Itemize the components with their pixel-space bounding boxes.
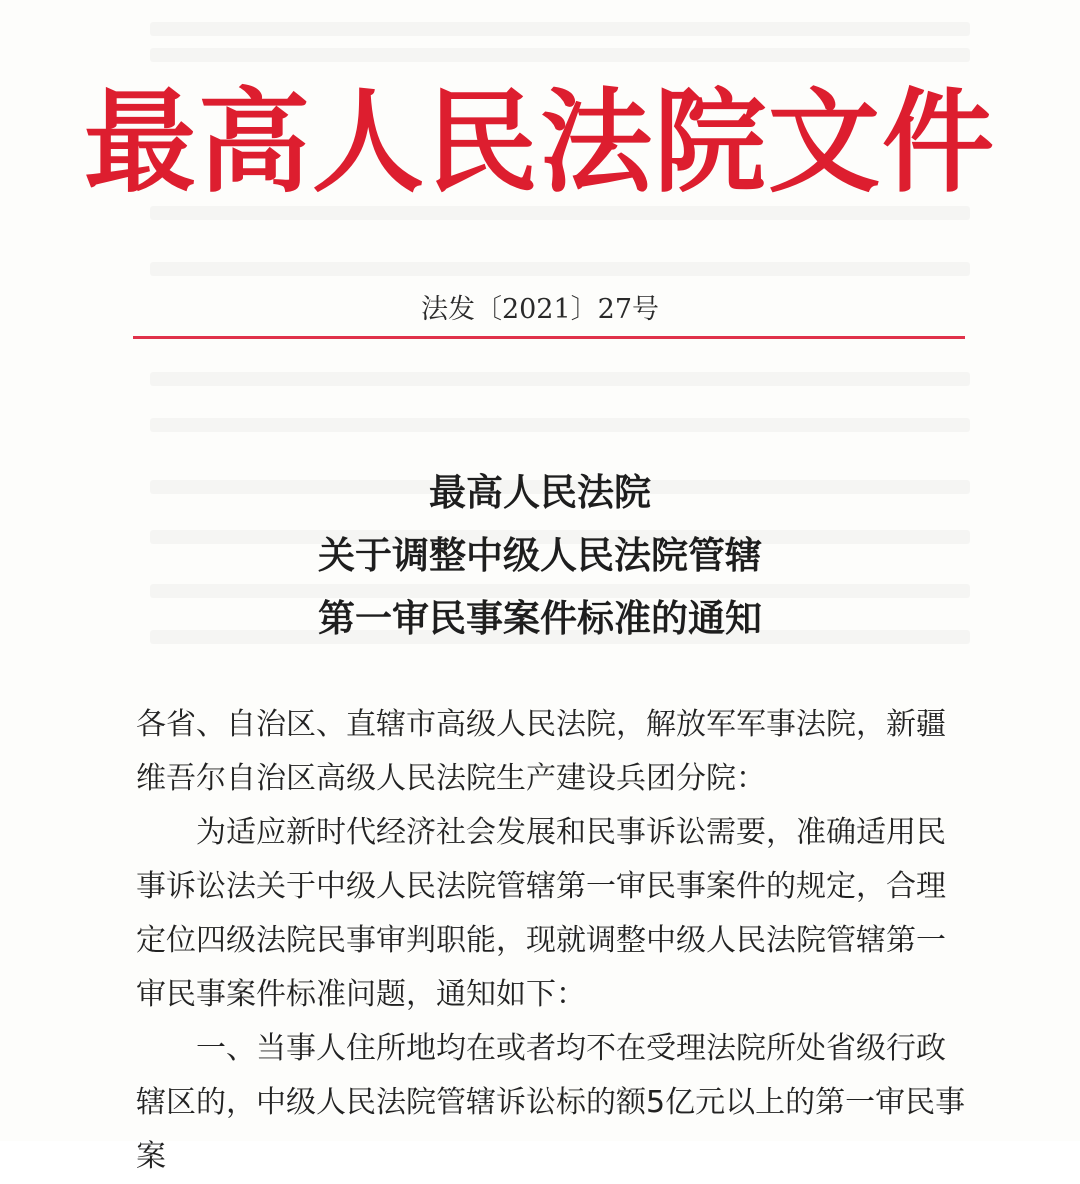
show-through-line bbox=[150, 262, 970, 276]
addressee-paragraph: 各省、自治区、直辖市高级人民法院，解放军军事法院，新疆维吾尔自治区高级人民法院生产建设兵团分院： bbox=[136, 707, 946, 796]
body-paragraph: 为适应新时代经济社会发展和民事诉讼需要，准确适用民事诉讼法关于中级人民法院管辖第一审民事案件的规定，合理定位四级法院民事审判职能，现就调整中级人民法院管辖第一审民事案件标准问题，通知如下： bbox=[136, 815, 946, 1012]
red-divider-line bbox=[133, 336, 965, 339]
issuer-header: 最高人民法院文件 bbox=[84, 78, 996, 208]
notice-title-line-2: 关于调整中级人民法院管辖 bbox=[318, 533, 762, 577]
notice-title-line-3: 第一审民事案件标准的通知 bbox=[318, 596, 762, 640]
notice-title-line-1: 最高人民法院 bbox=[429, 470, 651, 514]
show-through-line bbox=[150, 48, 970, 62]
body-paragraph: 一、当事人住所地均在或者均不在受理法院所处省级行政辖区的，中级人民法院管辖诉讼标的额5亿元以上的第一审民事案 bbox=[136, 1031, 966, 1174]
show-through-line bbox=[150, 22, 970, 36]
show-through-line bbox=[150, 418, 970, 432]
document-number: 法发〔2021〕27号 bbox=[420, 294, 660, 325]
show-through-line bbox=[150, 372, 970, 386]
